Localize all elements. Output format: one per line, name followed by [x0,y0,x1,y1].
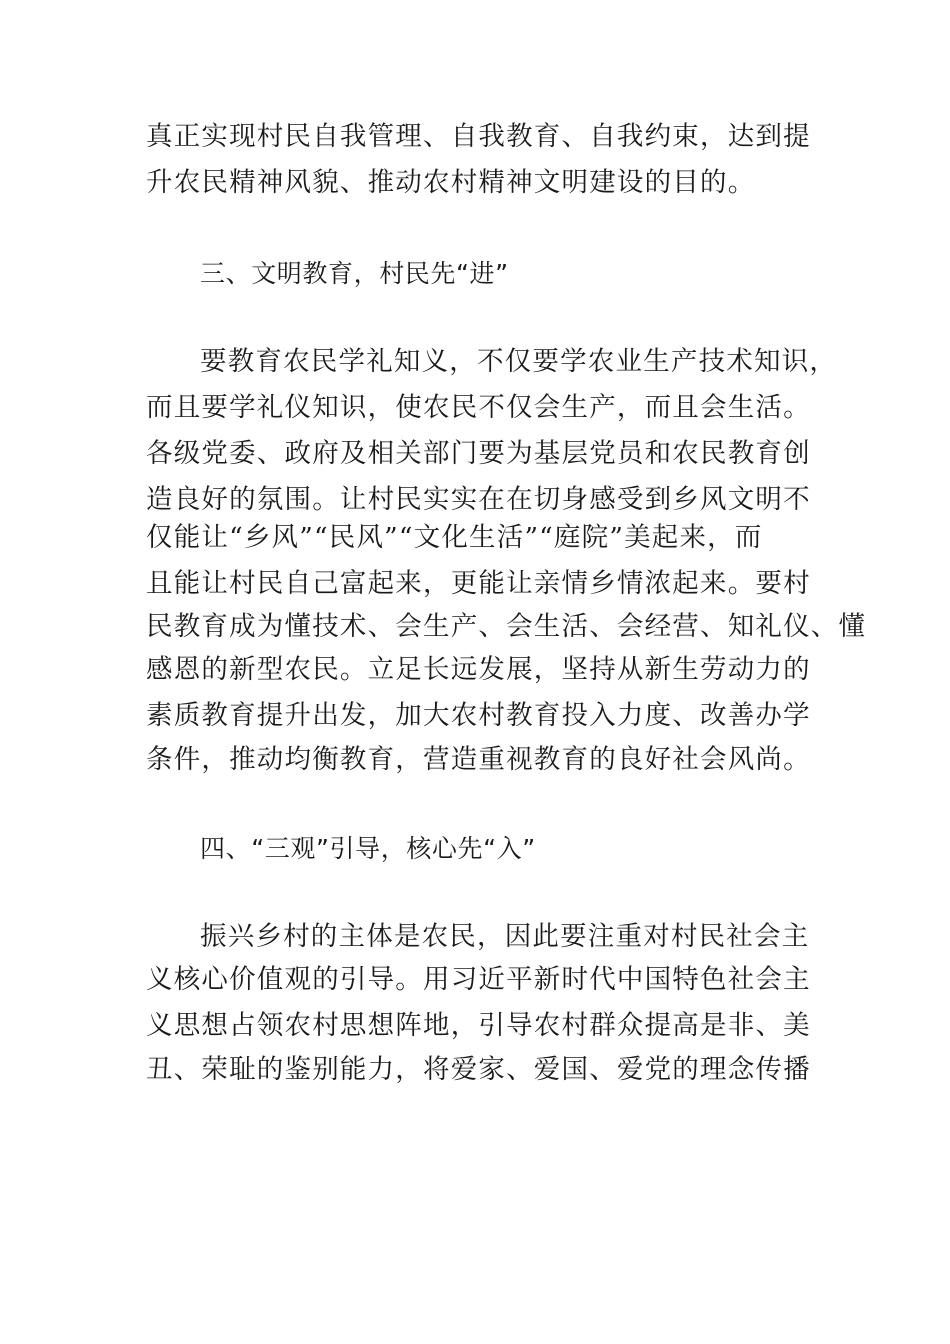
paragraph-1-line-1: 真正实现村民自我管理、自我教育、自我约束，达到提 [146,121,811,152]
paragraph-3-line-1: 振兴乡村的主体是农民，因此要注重对村民社会主 [200,921,810,952]
paragraph-2-line-4: 造良好的氛围。让村民实实在在切身感受到乡风文明不 [146,484,811,515]
paragraph-3-line-4: 丑、荣耻的鉴别能力，将爱家、爱国、爱党的理念传播 [146,1054,811,1085]
paragraph-2-line-6: 且能让村民自己富起来，更能让亲情乡情浓起来。要村 [146,568,811,599]
paragraph-2-line-5: 仅能让“乡风”“民风”“文化生活”“庭院”美起来，而 [146,522,763,553]
paragraph-2-line-2: 而且要学礼仪知识，使农民不仅会生产，而且会生活。 [146,392,811,423]
paragraph-2-line-7: 民教育成为懂技术、会生产、会生活、会经营、知礼仪、懂 [146,611,867,642]
paragraph-3-line-3: 义思想占领农村思想阵地，引导农村群众提高是非、美 [146,1010,811,1041]
paragraph-2-line-8: 感恩的新型农民。立足长远发展，坚持从新生劳动力的 [146,654,811,685]
paragraph-2-line-10: 条件，推动均衡教育，营造重视教育的良好社会风尚。 [146,744,811,775]
section-heading-3: 三、文明教育，村民先“进” [200,259,509,288]
paragraph-2-line-3: 各级党委、政府及相关部门要为基层党员和农民教育创 [146,438,811,469]
paragraph-3-line-2: 义核心价值观的引导。用习近平新时代中国特色社会主 [146,964,811,995]
paragraph-2-line-1: 要教育农民学礼知义，不仅要学农业生产技术知识， [200,346,838,377]
paragraph-2-line-9: 素质教育提升出发，加大农村教育投入力度、改善办学 [146,700,811,731]
section-heading-4: 四、“三观”引导，核心先“入” [200,834,536,863]
paragraph-1-line-2: 升农民精神风貌、推动农村精神文明建设的目的。 [146,167,756,198]
